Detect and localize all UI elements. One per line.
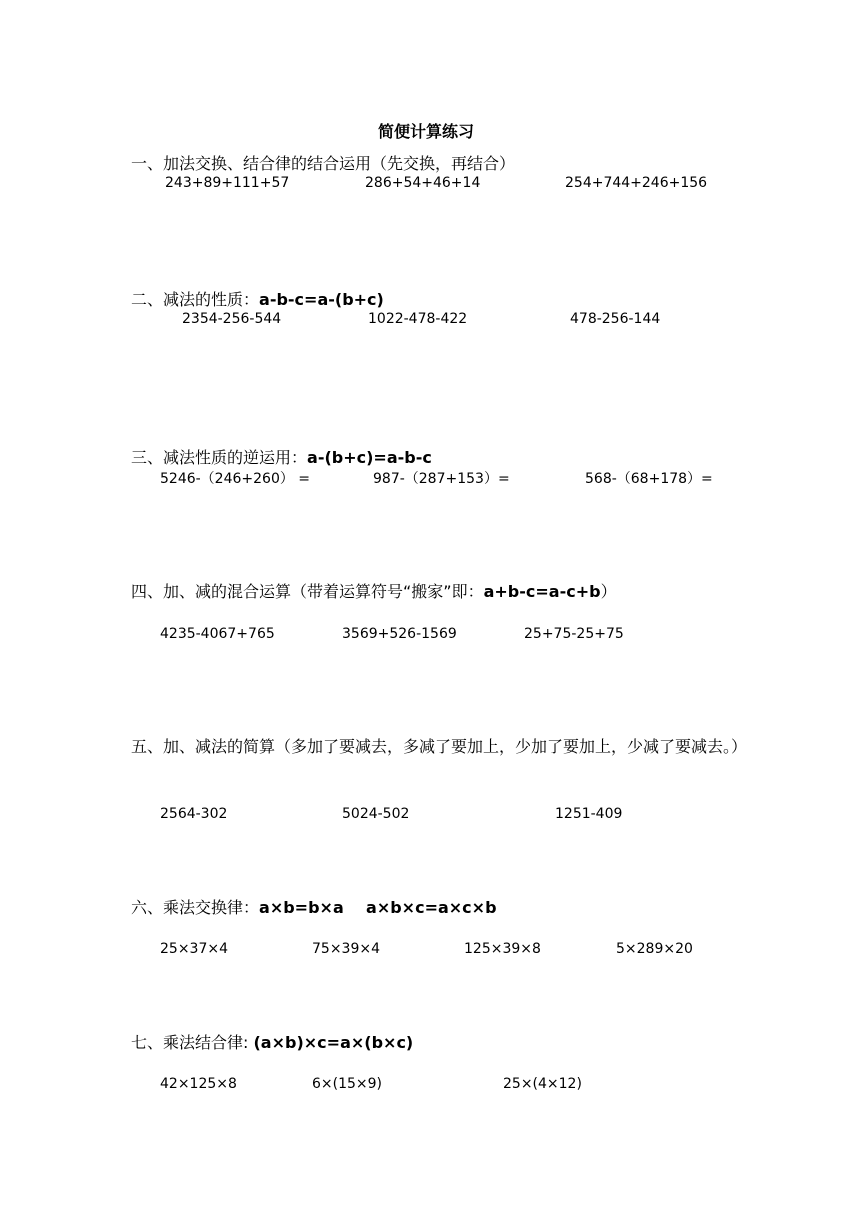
section-3-formula: a-(b+c)=a-b-c xyxy=(307,448,432,467)
section-6-formula: a×b=b×a a×b×c=a×c×b xyxy=(259,898,497,917)
section-6-problem-4: 5×289×20 xyxy=(616,941,693,957)
section-4-heading-suffix: ） xyxy=(600,582,617,601)
section-7-heading xyxy=(131,1030,413,1053)
section-3-heading xyxy=(131,445,432,468)
section-3-problem-1: 5246-（246+260） = xyxy=(160,471,311,487)
section-1-problem-1: 243+89+111+57 xyxy=(165,175,290,191)
page-title: 简便计算练习 xyxy=(378,122,475,141)
section-2-heading xyxy=(131,287,384,310)
section-6-problem-3: 125×39×8 xyxy=(464,941,541,957)
section-3-problem-2: 987-（287+153）= xyxy=(373,471,510,487)
section-1-heading-text: 一、加法交换、结合律的结合运用（先交换，再结合） xyxy=(131,154,516,173)
section-4-formula: a+b-c=a-c+b xyxy=(483,582,601,601)
section-5-problem-2: 5024-502 xyxy=(342,806,410,822)
section-4-problem-2: 3569+526-1569 xyxy=(342,626,457,642)
section-4-heading xyxy=(131,579,617,602)
section-5-problem-1: 2564-302 xyxy=(160,806,228,822)
section-3-problem-3: 568-（68+178）= xyxy=(585,471,713,487)
section-7-problem-1: 42×125×8 xyxy=(160,1076,237,1092)
section-7-problem-3: 25×(4×12) xyxy=(503,1076,582,1092)
section-7-heading-text: 七、乘法结合律: xyxy=(131,1033,254,1052)
section-6-heading-text: 六、乘法交换律： xyxy=(131,898,260,917)
section-2-problem-2: 1022-478-422 xyxy=(368,311,468,327)
section-4-problem-1: 4235-4067+765 xyxy=(160,626,275,642)
section-4-problem-3: 25+75-25+75 xyxy=(524,626,624,642)
section-6-problem-1: 25×37×4 xyxy=(160,941,228,957)
section-5-problem-3: 1251-409 xyxy=(555,806,623,822)
section-7-problem-2: 6×(15×9) xyxy=(312,1076,383,1092)
section-2-heading-text: 二、减法的性质： xyxy=(131,290,260,309)
section-2-formula: a-b-c=a-(b+c) xyxy=(259,290,384,309)
section-7-formula: (a×b)×c=a×(b×c) xyxy=(253,1033,414,1052)
section-3-heading-text: 三、减法性质的逆运用： xyxy=(131,448,308,467)
section-2-problem-1: 2354-256-544 xyxy=(182,311,282,327)
section-6-problem-2: 75×39×4 xyxy=(312,941,380,957)
section-5-heading: 五、加、减法的简算（多加了要减去，多减了要加上，少加了要加上，少减了要减去。） xyxy=(131,737,748,756)
section-1-problem-3: 254+744+246+156 xyxy=(565,175,708,191)
section-2-problem-3: 478-256-144 xyxy=(570,311,661,327)
section-6-heading xyxy=(131,895,497,918)
section-1-heading xyxy=(131,151,515,174)
section-4-heading-text: 四、加、减的混合运算（带着运算符号“搬家”即： xyxy=(131,582,484,601)
section-1-problem-2: 286+54+46+14 xyxy=(365,175,481,191)
